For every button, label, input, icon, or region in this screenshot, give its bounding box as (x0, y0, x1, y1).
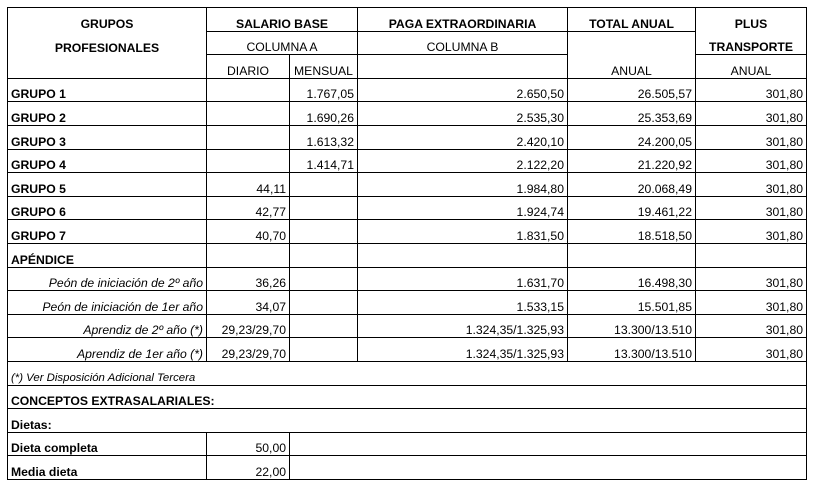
diario-value: 40,70 (207, 220, 290, 244)
paga-extraordinaria-header: PAGA EXTRAORDINARIA (358, 8, 568, 32)
apendice-name: Aprendiz de 2º año (*) (8, 314, 207, 338)
group-name: GRUPO 3 (8, 125, 207, 149)
mensual-value: 1.414,71 (290, 149, 358, 173)
note-row (8, 361, 807, 385)
total-anual-header: TOTAL ANUAL (568, 8, 696, 32)
empty-cell (358, 243, 568, 267)
paga-value: 2.650,50 (358, 78, 568, 102)
plus-value: 301,80 (696, 173, 807, 197)
group-name: GRUPO 6 (8, 196, 207, 220)
empty-cell (290, 456, 807, 480)
diario-value (207, 78, 290, 102)
apendice-name: Peón de iniciación de 2º año (8, 267, 207, 291)
group-name: GRUPO 2 (8, 102, 207, 126)
footnote: (*) Ver Disposición Adicional Tercera (8, 361, 807, 385)
paga-value: 1.924,74 (358, 196, 568, 220)
diario-value (207, 102, 290, 126)
mensual-value: 1.613,32 (290, 125, 358, 149)
header-row-2 (8, 31, 807, 55)
paga-value: 1.984,80 (358, 173, 568, 197)
empty-cell (568, 243, 696, 267)
plus-value: 301,80 (696, 196, 807, 220)
mensual-value (290, 220, 358, 244)
diario-value: 34,07 (207, 291, 290, 315)
extra-value: 22,00 (207, 456, 290, 480)
table-row (8, 149, 807, 173)
mensual-label: MENSUAL (290, 55, 358, 79)
group-name: GRUPO 7 (8, 220, 207, 244)
table-row (8, 456, 807, 480)
mensual-value (290, 173, 358, 197)
table-row (8, 432, 807, 456)
paga-value: 2.535,30 (358, 102, 568, 126)
group-name: GRUPO 1 (8, 78, 207, 102)
diario-value: 29,23/29,70 (207, 314, 290, 338)
table-row (8, 125, 807, 149)
extra-title: CONCEPTOS EXTRASALARIALES: (8, 385, 807, 409)
table-row (8, 196, 807, 220)
plus-value: 301,80 (696, 220, 807, 244)
total-value: 13.300/13.510 (568, 314, 696, 338)
diario-value (207, 149, 290, 173)
total-value: 15.501,85 (568, 291, 696, 315)
mensual-value (290, 314, 358, 338)
plus-value: 301,80 (696, 78, 807, 102)
dietas-label: Dietas: (8, 409, 807, 433)
plus-header-line1: PLUS (696, 8, 807, 32)
paga-value: 2.420,10 (358, 125, 568, 149)
plus-value: 301,80 (696, 149, 807, 173)
plus-value: 301,80 (696, 338, 807, 362)
total-anual-unit: ANUAL (568, 55, 696, 79)
empty-cell (696, 243, 807, 267)
extra-title-row (8, 385, 807, 409)
table-row (8, 102, 807, 126)
diario-value: 42,77 (207, 196, 290, 220)
table-row (8, 173, 807, 197)
paga-value: 1.533,15 (358, 291, 568, 315)
dietas-row (8, 409, 807, 433)
plus-value: 301,80 (696, 314, 807, 338)
mensual-value (290, 291, 358, 315)
empty-cell (207, 243, 290, 267)
header-row-1 (8, 8, 807, 32)
total-value: 13.300/13.510 (568, 338, 696, 362)
paga-value: 1.324,35/1.325,93 (358, 314, 568, 338)
paga-spacer (358, 55, 568, 79)
plus-value: 301,80 (696, 102, 807, 126)
paga-value: 2.122,20 (358, 149, 568, 173)
apendice-name: Peón de iniciación de 1er año (8, 291, 207, 315)
mensual-value (290, 196, 358, 220)
total-value: 20.068,49 (568, 173, 696, 197)
total-value: 16.498,30 (568, 267, 696, 291)
diario-value: 36,26 (207, 267, 290, 291)
salario-base-header: SALARIO BASE (207, 8, 358, 32)
table-row (8, 291, 807, 315)
diario-value (207, 125, 290, 149)
mensual-value (290, 267, 358, 291)
total-value: 24.200,05 (568, 125, 696, 149)
extra-name: Media dieta (8, 456, 207, 480)
empty-cell (290, 243, 358, 267)
mensual-value: 1.767,05 (290, 78, 358, 102)
table-row (8, 78, 807, 102)
salary-table (7, 7, 807, 480)
table-row (8, 220, 807, 244)
apendice-title: APÉNDICE (8, 243, 207, 267)
diario-value: 44,11 (207, 173, 290, 197)
table-row (8, 314, 807, 338)
plus-value: 301,80 (696, 125, 807, 149)
total-value: 19.461,22 (568, 196, 696, 220)
diario-value: 29,23/29,70 (207, 338, 290, 362)
columna-a-label: COLUMNA A (207, 31, 358, 55)
paga-value: 1.831,50 (358, 220, 568, 244)
extra-value: 50,00 (207, 432, 290, 456)
groups-header-spacer (8, 55, 207, 79)
columna-b-label: COLUMNA B (358, 31, 568, 55)
total-value: 18.518,50 (568, 220, 696, 244)
extra-name: Dieta completa (8, 432, 207, 456)
apendice-title-row (8, 243, 807, 267)
empty-cell (290, 432, 807, 456)
plus-header-line2: TRANSPORTE (696, 31, 807, 55)
mensual-value (290, 338, 358, 362)
groups-header-line1: GRUPOS (8, 8, 207, 32)
groups-header-line2: PROFESIONALES (8, 31, 207, 55)
plus-anual-unit: ANUAL (696, 55, 807, 79)
total-value: 26.505,57 (568, 78, 696, 102)
paga-value: 1.631,70 (358, 267, 568, 291)
mensual-value: 1.690,26 (290, 102, 358, 126)
group-name: GRUPO 5 (8, 173, 207, 197)
diario-label: DIARIO (207, 55, 290, 79)
total-value: 21.220,92 (568, 149, 696, 173)
apendice-name: Aprendiz de 1er año (*) (8, 338, 207, 362)
header-row-3 (8, 55, 807, 79)
table-row (8, 267, 807, 291)
plus-value: 301,80 (696, 291, 807, 315)
table-row (8, 338, 807, 362)
paga-value: 1.324,35/1.325,93 (358, 338, 568, 362)
total-anual-spacer (568, 31, 696, 55)
group-name: GRUPO 4 (8, 149, 207, 173)
total-value: 25.353,69 (568, 102, 696, 126)
plus-value: 301,80 (696, 267, 807, 291)
